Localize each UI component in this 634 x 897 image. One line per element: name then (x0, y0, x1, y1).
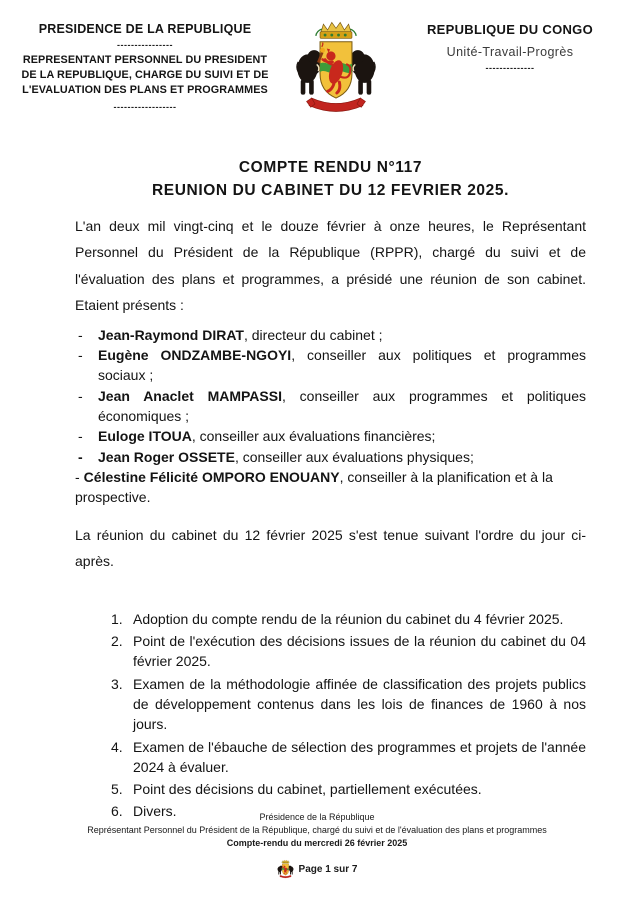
divider-dashes: ---------------- (117, 40, 173, 50)
agenda-number: 1. (111, 610, 123, 627)
country-title: REPUBLIQUE DU CONGO (426, 22, 594, 37)
agenda-text: Point de l'exécution des décisions issues de la réunion du cabinet du 04 février 2025. (133, 633, 586, 670)
letterhead-left-block (14, 16, 276, 115)
letterhead-right-block (394, 16, 626, 76)
title-line-1: COMPTE RENDU N°117 (238, 159, 423, 176)
agenda-item (111, 631, 586, 672)
divider-dashes: -------------- (485, 63, 535, 73)
attendee-name: Euloge ITOUA (98, 428, 192, 445)
divider-dashes: ------------------ (113, 102, 177, 113)
attendee-item (75, 386, 586, 427)
agenda-number: 4. (111, 738, 123, 755)
document-title (75, 156, 586, 203)
attendee-name: Célestine Félicité OMPORO ENOUANY (83, 468, 340, 485)
agenda-item (111, 779, 586, 799)
attendee-bullet: - (78, 428, 83, 445)
page-number: Page 1 sur 7 (298, 863, 358, 875)
agenda-text: Examen de l'ébauche de sélection des programmes et projets de l'année 2024 à évaluer. (133, 738, 586, 775)
agenda-list (111, 609, 586, 822)
footer-document-date: Compte-rendu du mercredi 26 février 2025 (226, 837, 408, 848)
congo-coat-of-arms-icon (294, 18, 380, 126)
attendee-name: Eugène ONDZAMBE-NGOYI (98, 347, 292, 364)
agenda-text: Adoption du compte rendu de la réunion du cabinet du 4 février 2025. (133, 610, 564, 627)
attendee-bullet: - (78, 387, 83, 404)
attendee-role: , conseiller aux évaluations financières; (191, 428, 436, 445)
agenda-number: 6. (111, 803, 123, 820)
attendee-bullet: - (78, 448, 83, 465)
agenda-number: 2. (111, 633, 123, 650)
agenda-item (111, 737, 586, 778)
agenda-number: 5. (111, 781, 123, 798)
attendee-role: , conseiller aux évaluations physiques; (234, 448, 474, 465)
attendee-item (75, 467, 586, 508)
attendee-role: , conseiller à la planification et à la prospective. (75, 468, 553, 506)
attendee-bullet: - (78, 347, 83, 364)
title-line-2: REUNION DU CABINET DU 12 FEVRIER 2025. (152, 182, 509, 200)
letterhead (0, 0, 634, 126)
attendee-item (75, 345, 586, 386)
attendee-name: Jean Roger OSSETE (98, 448, 235, 465)
agenda-text: Examen de la méthodologie affinée de classification des projets publics de développement contenus dans les lois de finances de 1960 à nos jours. (133, 675, 586, 733)
footer-coat-of-arms-icon (277, 859, 294, 881)
document-body (0, 156, 634, 822)
agenda-item (111, 609, 586, 629)
attendee-item (75, 426, 586, 446)
agenda-text: Divers. (133, 803, 177, 820)
attendee-item (75, 325, 586, 345)
agenda-item (111, 674, 586, 735)
attendee-role: , directeur du cabinet ; (243, 326, 383, 343)
attendee-bullet: - (78, 326, 83, 343)
attendee-bullet: - (75, 468, 80, 485)
attendee-item (75, 447, 586, 467)
footer-institution: Présidence de la République (259, 811, 375, 822)
presidency-title: PRESIDENCE DE LA REPUBLIQUE (38, 22, 252, 36)
attendee-name: Jean-Raymond DIRAT (98, 326, 244, 343)
agenda-text: Point des décisions du cabinet, partiellement exécutées. (133, 781, 482, 798)
page-number-row (0, 859, 634, 881)
document-footer (0, 811, 634, 881)
intro-paragraph: L'an deux mil vingt-cinq et le douze février à onze heures, le Représentant Personnel du Président de la République (RPPR), chargé du suivi et de l'évaluation des plans et programmes, a présidé une réunion de son cabinet. Etaient présents : (75, 217, 586, 314)
attendee-role: , conseiller aux programmes et politiques économiques ; (98, 387, 586, 425)
attendee-name: Jean Anaclet MAMPASSI (98, 387, 282, 404)
national-motto: Unité-Travail-Progrès (446, 45, 574, 59)
agenda-number: 3. (111, 675, 123, 692)
attendee-role: , conseiller aux politiques et programmes sociaux ; (98, 347, 586, 384)
footer-office: Représentant Personnel du Président de la République, chargé du suivi et de l'évaluation des plans et programmes (87, 824, 547, 835)
order-of-day-paragraph: La réunion du cabinet du 12 février 2025 s'est tenue suivant l'ordre du jour ci-après. (75, 526, 586, 570)
attendees-list (75, 325, 586, 508)
rppr-office-title: REPRESENTANT PERSONNEL DU PRESIDENT DE LA REPUBLIQUE, CHARGE DU SUIVI ET DE L'EVALUATION DES PLANS ET PROGRAMMES (21, 54, 269, 97)
